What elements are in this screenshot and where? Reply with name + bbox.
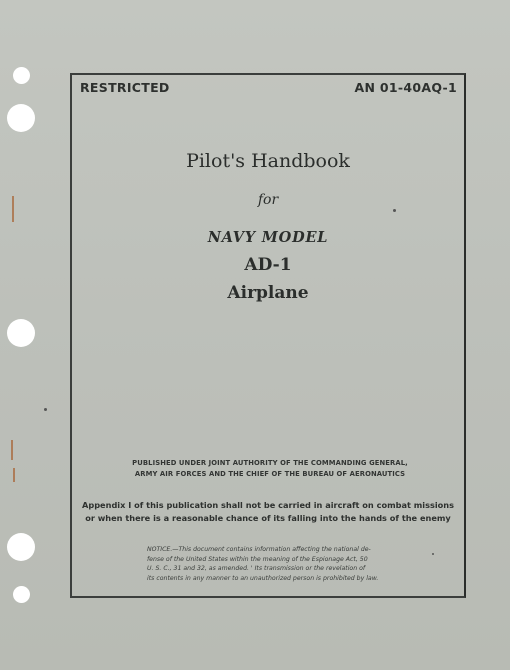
notice-line: its contents in any manner to an unauthorized person is prohibited by law. [147,574,379,582]
appendix-warning [80,499,456,525]
document-number: AN 01-40AQ-1 [354,80,457,95]
for-label: for [257,192,279,208]
punch-hole-5 [13,586,30,603]
notice-line: U. S. C., 31 and 32, as amended. ' Its transmission or the revelation of [147,565,366,572]
notice-line: NOTICE.—This document contains information affecting the national de- [147,546,371,553]
restricted-label: RESTRICTED [80,80,170,95]
publishing-authority-line: PUBLISHED UNDER JOINT AUTHORITY OF THE COMMANDING GENERAL, [132,459,408,467]
navy-model-label: NAVY MODEL [207,229,329,246]
edge-wear-mark [11,440,13,460]
edge-wear-mark [13,468,15,482]
publishing-authority [110,458,430,480]
model-designation: AD-1 [244,255,292,275]
espionage-notice [147,545,397,583]
document-title: Pilot's Handbook [186,150,350,172]
ink-speck [44,408,47,411]
punch-hole-1 [13,67,30,84]
appendix-warning-line: Appendix I of this publication shall not be carried in aircraft on combat missions [82,500,454,510]
appendix-warning-line: or when there is a reasonable chance of its falling into the hands of the enemy [85,513,451,523]
edge-wear-mark [12,196,14,222]
publishing-authority-line: ARMY AIR FORCES AND THE CHIEF OF THE BUREAU OF AERONAUTICS [134,470,406,478]
punch-hole-4 [7,533,35,561]
punch-hole-2 [7,104,35,132]
aircraft-type: Airplane [227,283,309,303]
notice-line: fense of the United States within the meaning of the Espionage Act, 50 [147,555,368,563]
punch-hole-3 [7,319,35,347]
